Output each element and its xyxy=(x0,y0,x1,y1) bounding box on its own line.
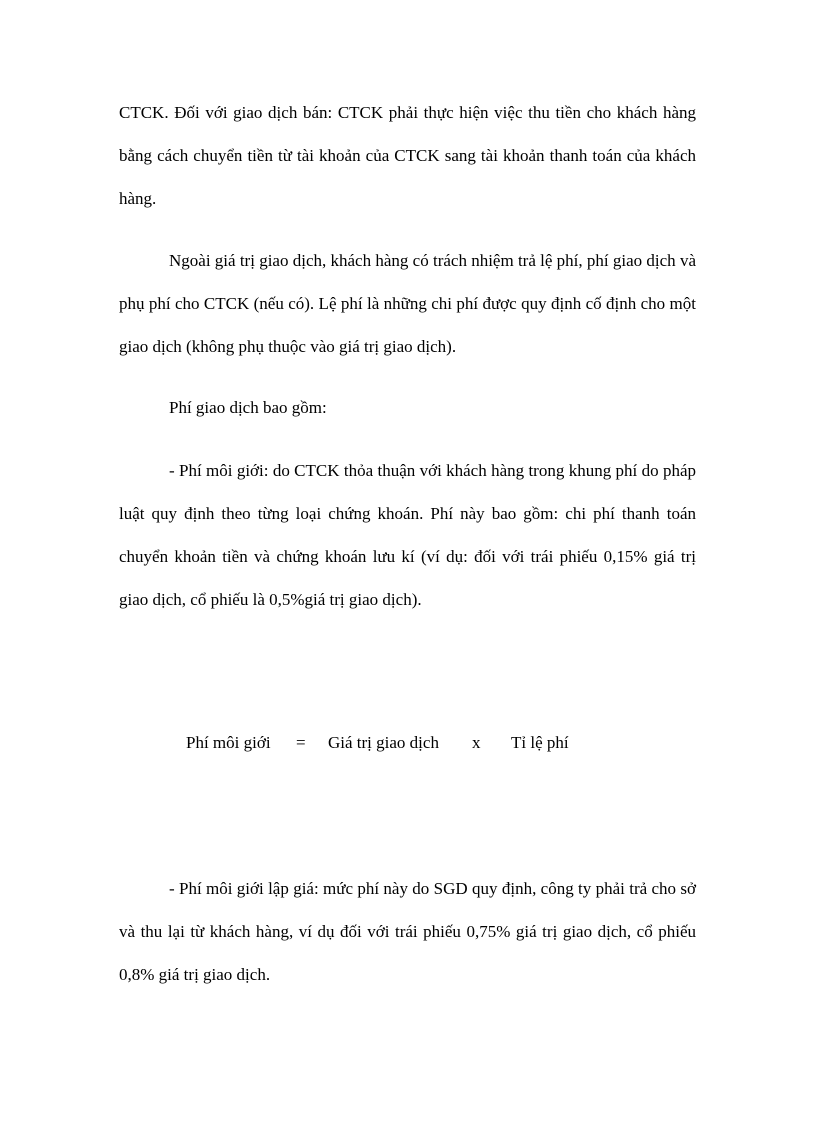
brokerage-fee-formula xyxy=(0,728,816,758)
formula-transaction-value: Giá trị giao dịch xyxy=(328,733,439,752)
paragraph-price-setting-fee: - Phí môi giới lập giá: mức phí này do SGD quy định, công ty phải trả cho sở và thu lại từ khách hàng, ví dụ đối với trái phiếu 0,75% giá trị giao dịch, cổ phiếu 0,8% giá trị giao dịch. xyxy=(119,879,696,984)
formula-fee-rate: Tỉ lệ phí xyxy=(511,733,569,752)
paragraph-sell-transaction: CTCK. Đối với giao dịch bán: CTCK phải thực hiện việc thu tiền cho khách hàng bằng cách chuyển tiền từ tài khoản của CTCK sang tài khoản thanh toán của khách hàng. xyxy=(119,103,696,208)
paragraph-brokerage-fee: - Phí môi giới: do CTCK thỏa thuận với khách hàng trong khung phí do pháp luật quy định theo từng loại chứng khoán. Phí này bao gồm: chi phí thanh toán chuyển khoản tiền và chứng khoán lưu kí (ví dụ: đối với trái phiếu 0,15% giá trị giao dịch, cổ phiếu là 0,5%giá trị giao dịch). xyxy=(119,461,696,609)
paragraph-fees-overview: Ngoài giá trị giao dịch, khách hàng có trách nhiệm trả lệ phí, phí giao dịch và phụ phí cho CTCK (nếu có). Lệ phí là những chi phí được quy định cố định cho một giao dịch (không phụ thuộc vào giá trị giao dịch). xyxy=(119,251,696,356)
paragraph-fee-list-heading: Phí giao dịch bao gồm: xyxy=(169,398,327,417)
formula-multiply-sign: x xyxy=(472,733,481,752)
formula-equals-sign: = xyxy=(296,733,306,752)
formula-lhs: Phí môi giới xyxy=(186,733,271,752)
